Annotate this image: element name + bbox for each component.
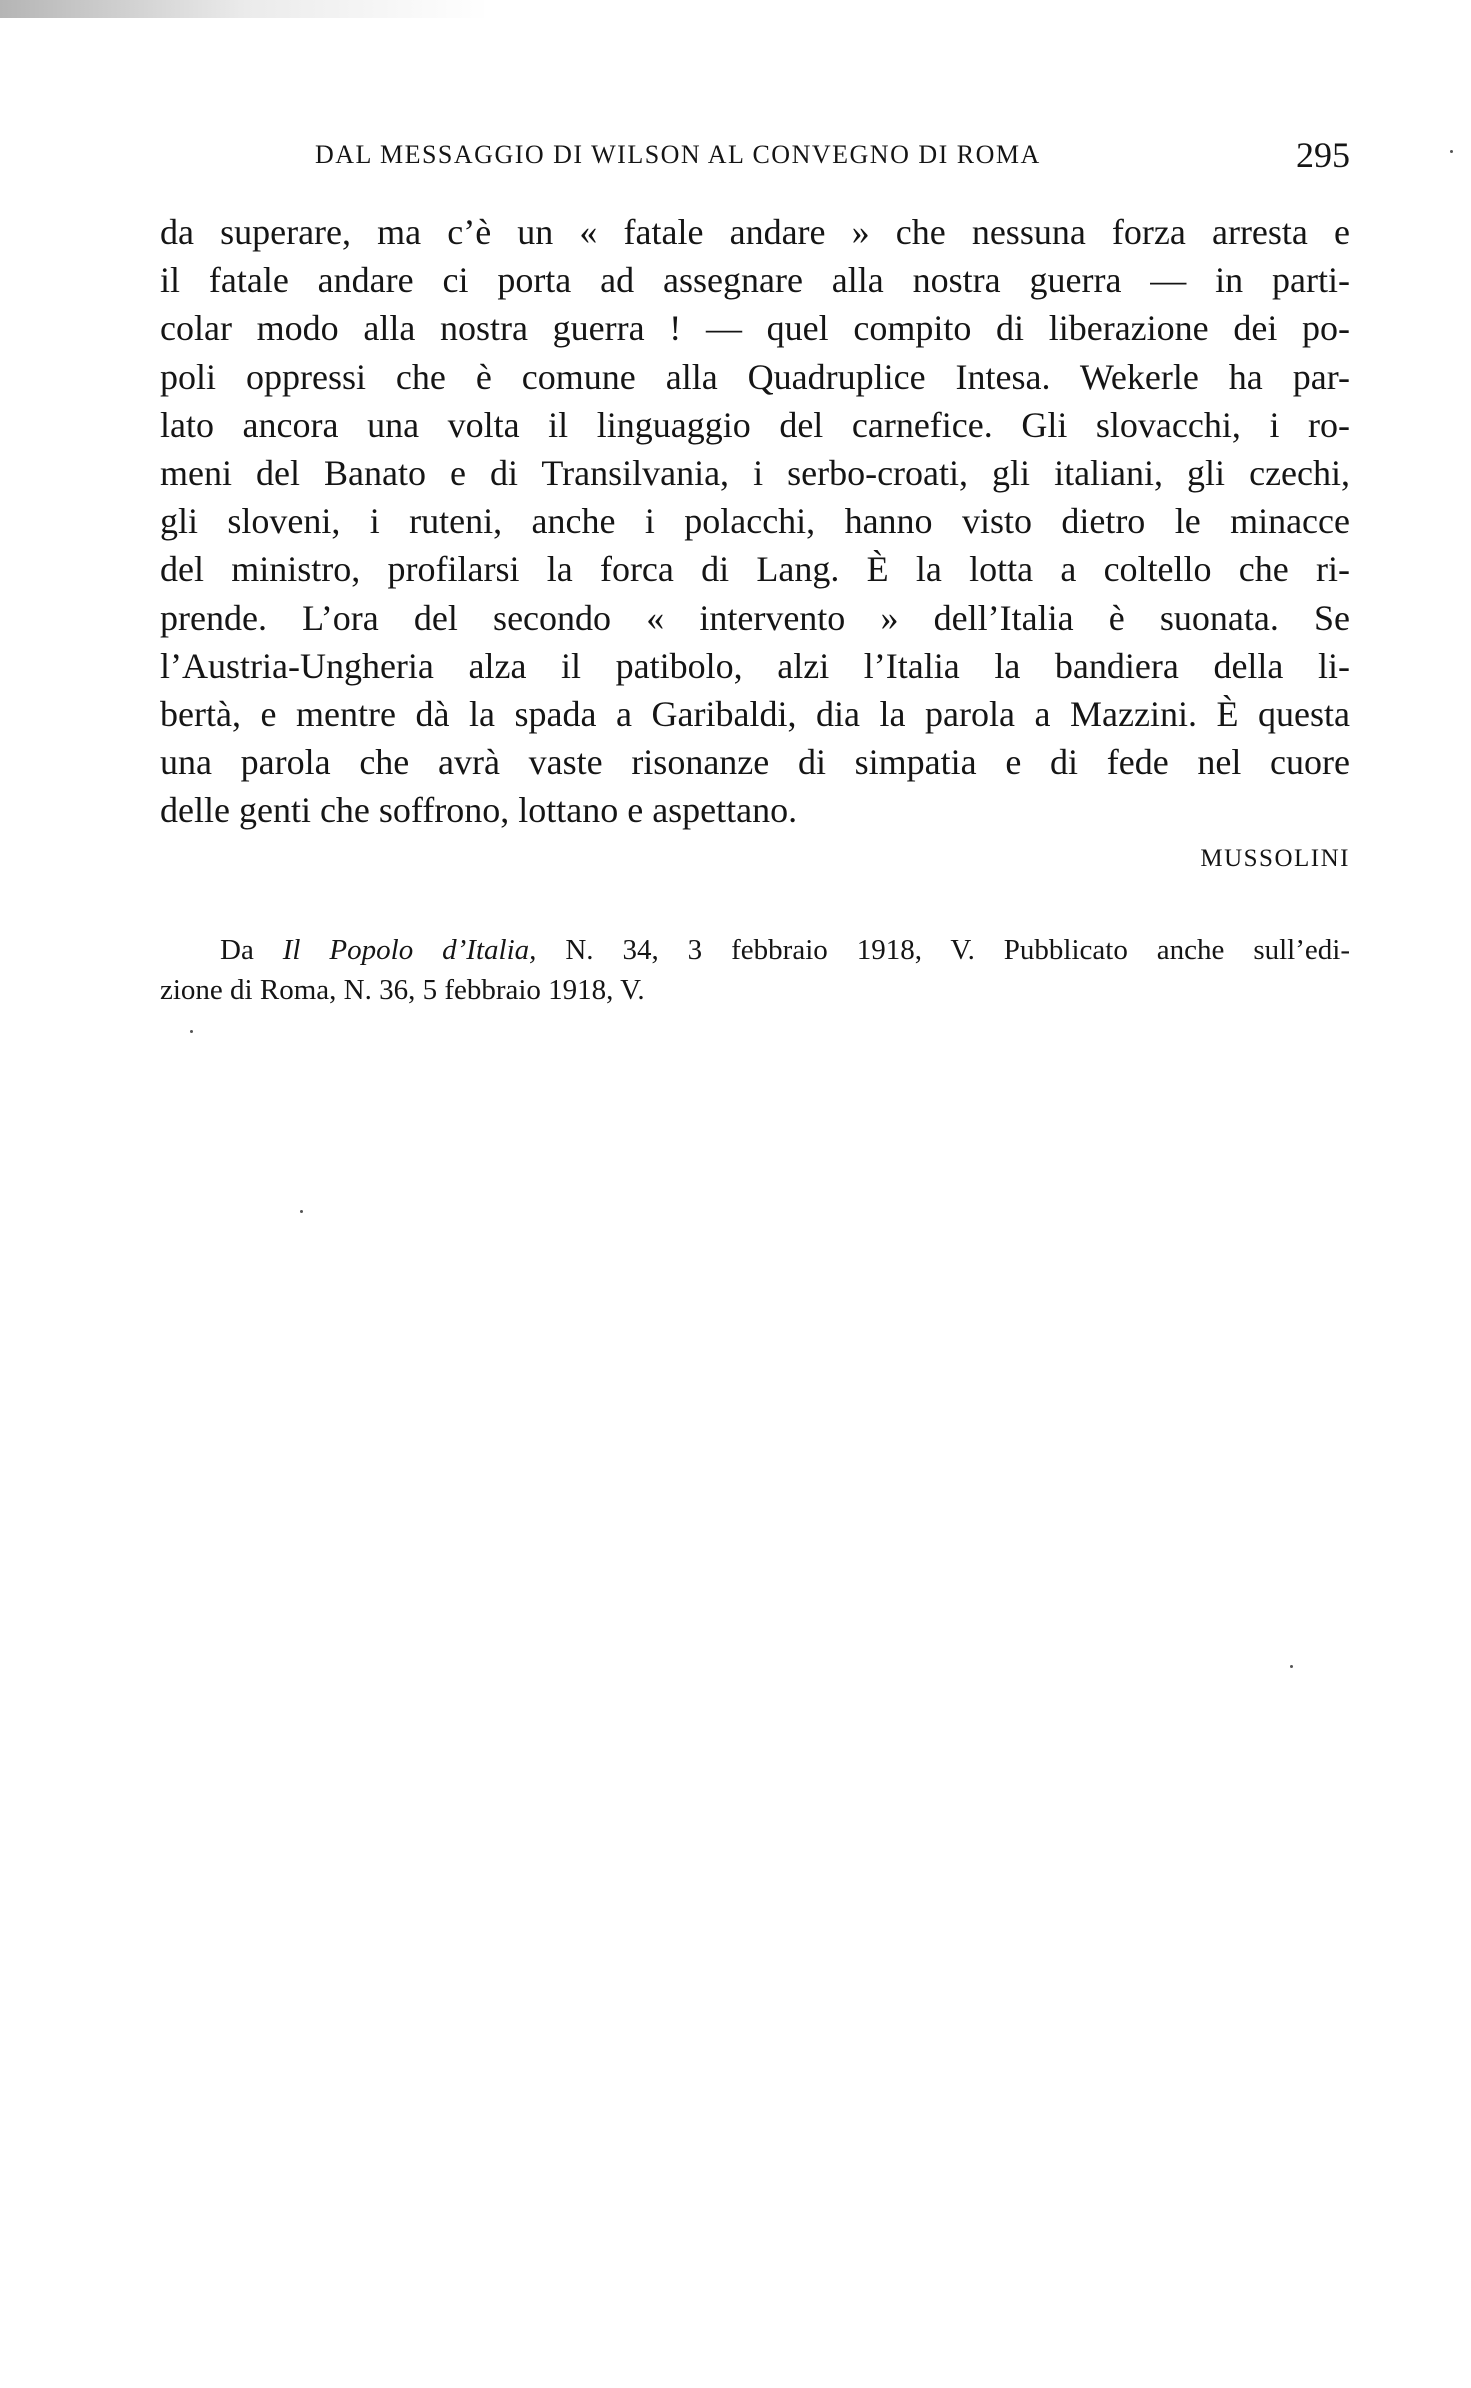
scan-speck xyxy=(1450,150,1453,153)
scan-speck xyxy=(300,1210,303,1213)
body-line: del ministro, profilarsi la forca di Lang. È la lotta a coltello che ri- xyxy=(160,549,1350,590)
source-note-line: zione di Roma, N. 36, 5 febbraio 1918, V. xyxy=(160,974,645,1006)
body-line: l’Austria-Ungheria alza il patibolo, alzi l’Italia la bandiera della li- xyxy=(160,645,1350,686)
body-line: il fatale andare ci porta ad assegnare alla nostra guerra — in parti- xyxy=(160,260,1350,301)
running-head xyxy=(160,135,1350,180)
scan-speck xyxy=(190,1030,193,1033)
source-details: N. 34, 3 febbraio 1918, V. Pubblicato anche sull’edi- xyxy=(536,934,1350,966)
publication-title: Il Popolo d’Italia, xyxy=(282,934,537,966)
scan-speck xyxy=(1290,1665,1293,1668)
body-line: bertà, e mentre dà la spada a Garibaldi, dia la parola a Mazzini. È questa xyxy=(160,693,1350,734)
page-number: 295 xyxy=(1296,135,1350,175)
body-line: delle genti che soffrono, lottano e aspettano. xyxy=(160,790,798,831)
body-line: poli oppressi che è comune alla Quadruplice Intesa. Wekerle ha par- xyxy=(160,356,1350,397)
author-signature: MUSSOLINI xyxy=(1200,845,1350,872)
running-title: DAL MESSAGGIO DI WILSON AL CONVEGNO DI ROMA xyxy=(315,140,1041,169)
scan-smudge xyxy=(0,0,700,18)
body-line: prende. L’ora del secondo « intervento » dell’Italia è suonata. Se xyxy=(160,597,1350,638)
body-line: una parola che avrà vaste risonanze di simpatia e di fede nel cuore xyxy=(160,742,1350,783)
body-paragraph xyxy=(160,208,1350,834)
source-note xyxy=(160,930,1350,1010)
body-line: meni del Banato e di Transilvania, i serbo-croati, gli italiani, gli czechi, xyxy=(160,452,1350,493)
body-line: colar modo alla nostra guerra ! — quel compito di liberazione dei po- xyxy=(160,308,1350,349)
source-note-line xyxy=(160,930,1350,970)
body-line: gli sloveni, i ruteni, anche i polacchi, hanno visto dietro le minacce xyxy=(160,501,1350,542)
body-line: lato ancora una volta il linguaggio del carnefice. Gli slovacchi, i ro- xyxy=(160,404,1350,445)
source-prefix: Da xyxy=(220,934,283,966)
body-line: da superare, ma c’è un « fatale andare » che nessuna forza arresta e xyxy=(160,212,1350,252)
